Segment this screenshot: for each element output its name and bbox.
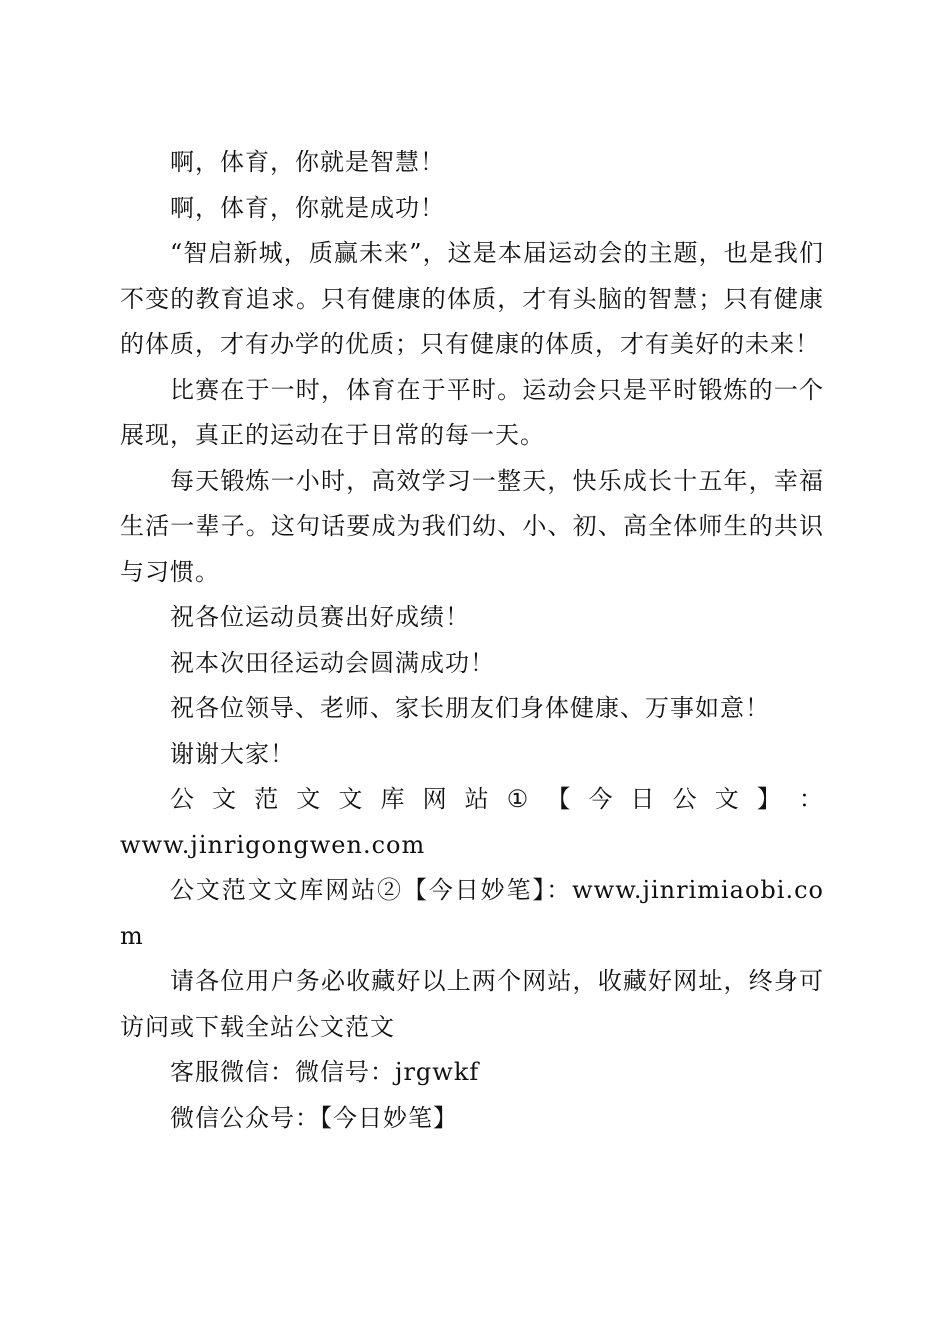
paragraph-wish-meet: 祝本次田径运动会圆满成功！ (170, 648, 495, 677)
site1-char: 库 (380, 785, 406, 813)
paragraph-daily-exercise: 比赛在于一时，体育在于平时。运动会只是平时锻炼的一个展现，真正的运动在于日常的每一天。 (120, 375, 824, 449)
site1-url: www.jinrigongwen.com (120, 830, 426, 859)
site1-char: 文 (296, 785, 322, 813)
site1-char: 公 (672, 785, 698, 813)
site1-char: 文 (714, 785, 740, 813)
site1-char: 】 (756, 785, 782, 813)
paragraph-bookmark-notice: 请各位用户务必收藏好以上两个网站，收藏好网址，终身可访问或下载全站公文范文 (120, 967, 824, 1041)
site1-char: 公 (170, 785, 195, 813)
site1-char: 网 (422, 785, 448, 813)
paragraph-thanks: 谢谢大家！ (170, 739, 295, 768)
site1-char: 今 (588, 785, 614, 813)
wechat-service: 客服微信：微信号：jrgwkf (170, 1058, 480, 1086)
paragraph-motto: 每天锻炼一小时，高效学习一整天，快乐成长十五年，幸福生活一辈子。这句话要成为我们幼、小、初、高全体师生的共识与习惯。 (120, 466, 824, 586)
document-body (120, 140, 824, 1141)
site1-char: 文 (338, 785, 364, 813)
paragraph-cheer-success: 啊，体育，你就是成功！ (170, 193, 445, 222)
site1-char: 范 (254, 785, 280, 813)
site1-char: 站 (464, 785, 490, 813)
site1-char: ① (506, 785, 530, 813)
site1-char: 日 (630, 785, 656, 813)
paragraph-cheer-wisdom: 啊，体育，你就是智慧！ (170, 148, 445, 176)
paragraph-theme: “智启新城，质赢未来”，这是本届运动会的主题，也是我们不变的教育追求。只有健康的体质，才有头脑的智慧；只有健康的体质，才有办学的优质；只有健康的体质，才有美好的未来！ (120, 239, 824, 358)
paragraph-wish-athletes: 祝各位运动员赛出好成绩！ (170, 603, 470, 631)
site1-char: 文 (212, 785, 238, 813)
wechat-public-account: 微信公众号：【今日妙笔】 (170, 1103, 458, 1132)
site2-line: 公文范文文库网站②【今日妙笔】：www.jinrimiaobi.com (120, 876, 824, 950)
paragraph-wish-guests: 祝各位领导、老师、家长朋友们身体健康、万事如意！ (170, 694, 770, 722)
site1-char: ： (798, 785, 824, 813)
site1-line (120, 777, 824, 823)
site1-char: 【 (546, 785, 572, 813)
